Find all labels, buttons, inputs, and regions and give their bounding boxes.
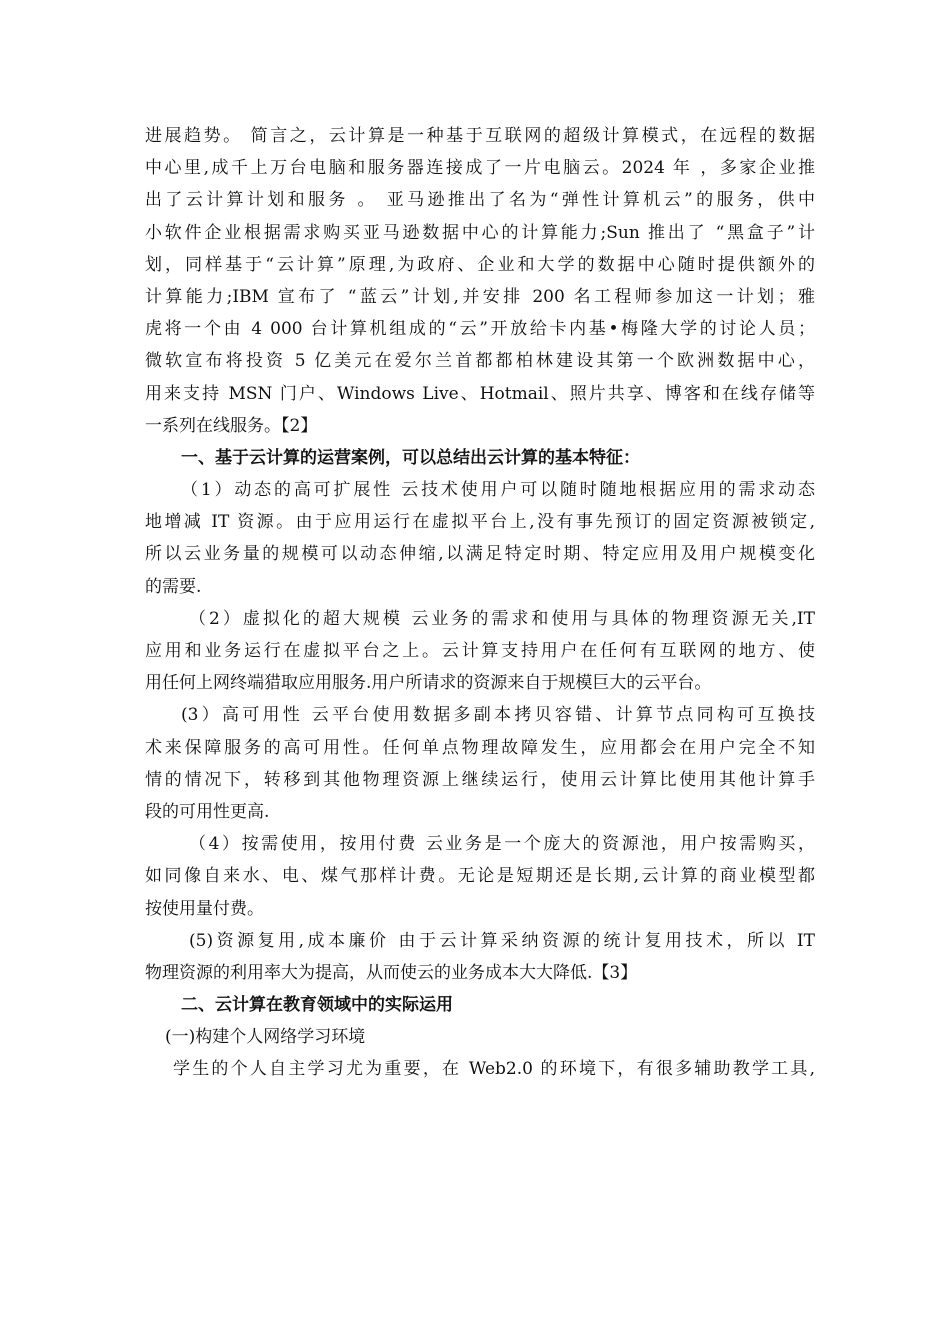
text-line: 应用和业务运行在虚拟平台之上。云计算支持用户在任何有互联网的地方、使	[145, 641, 815, 661]
text-line: 所以云业务量的规模可以动态伸缩,以满足特定时期、特定应用及用户规模变化	[145, 544, 815, 565]
text-line: 用任何上网终端猎取应用服务.用户所请求的资源来自于规模巨大的云平台。	[145, 673, 712, 694]
text-line: 如同像自来水、电、煤气那样计费。无论是短期还是长期,云计算的商业模型都	[145, 866, 815, 887]
document-body	[145, 120, 815, 1086]
text-line: 按使用量付费。	[145, 898, 264, 919]
text-line: (3）高可用性 云平台使用数据多副本拷贝容错、计算节点同构可互换技	[181, 705, 815, 726]
text-line: 划，同样基于“云计算”原理,为政府、企业和大学的数据中心随时提供额外的	[145, 254, 815, 275]
text-line: 中心里,成千上万台电脑和服务器连接成了一片电脑云。2024 年 ，多家企业推	[145, 158, 815, 179]
text-line: 段的可用性更高.	[145, 801, 270, 822]
text-line: 微软宣布将投资 5 亿美元在爱尔兰首都都柏林建设其第一个欧洲数据中心，	[145, 351, 815, 372]
text-line: 术来保障服务的高可用性。任何单点物理故障发生，应用都会在用户完全不知	[145, 737, 815, 758]
text-line: （4）按需使用，按用付费 云业务是一个庞大的资源池，用户按需购买，	[189, 834, 815, 855]
text-line: 进展趋势。 简言之，云计算是一种基于互联网的超级计算模式，在远程的数据	[145, 126, 815, 146]
text-line: 计算能力;IBM 宣布了 “蓝云”计划,并安排 200 名工程师参加这一计划；雅	[145, 286, 815, 307]
text-line: 出了云计算计划和服务 。 亚马逊推出了名为“弹性计算机云”的服务，供中	[145, 190, 815, 211]
section-heading: 二、云计算在教育领域中的实际运用	[181, 995, 453, 1016]
text-line: 物理资源的利用率大为提高，从而使云的业务成本大大降低.【3】	[145, 962, 638, 983]
text-line: （2）虚拟化的超大规模 云业务的需求和使用与具体的物理资源无关,IT	[189, 608, 815, 629]
text-line: 小软件企业根据需求购买亚马逊数据中心的计算能力;Sun 推出了 “黑盒子”计	[145, 222, 815, 243]
text-line: （1）动态的高可扩展性 云技术使用户可以随时随地根据应用的需求动态	[181, 480, 815, 501]
text-line: (5)资源复用,成本廉价 由于云计算采纳资源的统计复用技术，所以 IT	[189, 930, 815, 951]
text-line: 情的情况下，转移到其他物理资源上继续运行，使用云计算比使用其他计算手	[145, 769, 815, 790]
text-line: 一系列在线服务。【2】	[145, 415, 318, 436]
text-line: 的需要.	[145, 576, 202, 597]
text-line: 虎将一个由 4 000 台计算机组成的“云”开放给卡内基•梅隆大学的讨论人员；	[145, 319, 815, 340]
text-line: 地增减 IT 资源。由于应用运行在虚拟平台上,没有事先预订的固定资源被锁定,	[145, 512, 815, 533]
text-line: 用来支持 MSN 门户、Windows Live、Hotmail、照片共享、博客和在线存储等	[145, 383, 815, 404]
text-line: 学生的个人自主学习尤为重要，在 Web2.0 的环境下，有很多辅助教学工具,	[173, 1059, 815, 1080]
text-line: (一)构建个人网络学习环境	[165, 1027, 366, 1048]
section-heading: 一、基于云计算的运营案例，可以总结出云计算的基本特征：	[181, 447, 640, 468]
